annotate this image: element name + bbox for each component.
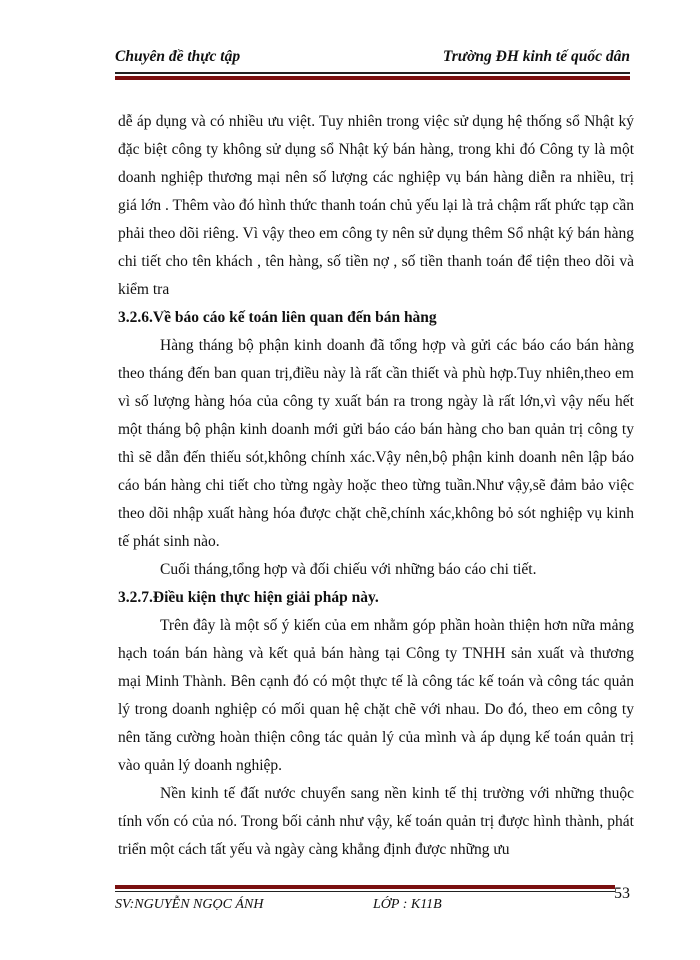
paragraph-4: Trên đây là một số ý kiến của em nhằm góp phần hoàn thiện hơn nữa mảng hạch toán bán hàng và kết quả bán hàng tại Công ty TNHH sản xuất và thương mại Minh Thành. Bên cạnh đó có một thực tế là công tác kế toán và công tác quản lý trong doanh nghiệp có mối quan hệ chặt chẽ với nhau. Do đó, theo em công ty nên tăng cường hoàn thiện công tác quản lý của mình và áp dụng kế toán quản trị vào quản lý doanh nghiệp. — [118, 617, 634, 774]
footer-rule-thick — [115, 885, 615, 889]
paragraph-1: dễ áp dụng và có nhiều ưu việt. Tuy nhiên trong việc sử dụng hệ thống sổ Nhật ký đặc biệt công ty không sử dụng sổ Nhật ký bán hàng, trong khi đó Công ty là một doanh nghiệp thương mại nên số lượng các nghiệp vụ bán hàng diễn ra nhiều, trị giá lớn . Thêm vào đó hình thức thanh toán chủ yếu lại là trả chậm rất phức tạp cần phải theo dõi riêng. Vì vậy theo em công ty nên sử dụng thêm Sổ nhật ký bán hàng chi tiết cho tên khách , tên hàng, số tiền nợ , số tiền thanh toán để tiện theo dõi và kiểm tra — [118, 113, 634, 298]
section-heading-3-2-7: 3.2.7.Điều kiện thực hiện giải pháp này. — [118, 589, 379, 606]
header-left: Chuyên đề thực tập — [115, 48, 241, 65]
header-rule-thin — [115, 72, 630, 74]
section-heading-3-2-6: 3.2.6.Về báo cáo kế toán liên quan đến bán hàng — [118, 309, 437, 326]
header-rule-thick — [115, 76, 630, 80]
page-footer — [115, 897, 442, 913]
page-body — [118, 108, 634, 864]
paragraph-5: Nền kinh tế đất nước chuyển sang nền kinh tế thị trường với những thuộc tính vốn có của nó. Trong bối cảnh như vậy, kế toán quản trị được hình thành, phát triển một cách tất yếu và ngày càng khẳng định được những ưu — [118, 785, 634, 858]
page-header — [115, 48, 630, 66]
paragraph-2: Hàng tháng bộ phận kinh doanh đã tổng hợp và gửi các báo cáo bán hàng theo tháng đến ban quan trị,điều này là rất cần thiết và phù hợp.Tuy nhiên,theo em vì số lượng hàng hóa của công ty xuất bán ra trong ngày là rất lớn,vì vậy nếu hết một tháng bộ phận kinh doanh mới gửi báo cáo bán hàng cho ban quản trị công ty thì sẽ dẫn đến thiếu sót,không chính xác.Vậy nên,bộ phận kinh doanh nên lập báo cáo bán hàng chi tiết cho từng ngày hoặc theo từng tuần.Như vậy,sẽ đảm bảo việc theo dõi nhập xuất hàng hóa được chặt chẽ,chính xác,không bỏ sót nghiệp vụ kinh tế phát sinh nào. — [118, 337, 634, 550]
footer-class: LỚP : K11B — [373, 897, 442, 912]
header-right: Trường ĐH kinh tế quốc dân — [442, 48, 630, 65]
page-number: 53 — [614, 885, 630, 902]
paragraph-3: Cuối tháng,tổng hợp và đối chiếu với những báo cáo chi tiết. — [160, 561, 537, 578]
footer-rule-thin — [115, 891, 615, 892]
footer-student: SV:NGUYỄN NGỌC ÁNH — [115, 897, 264, 912]
